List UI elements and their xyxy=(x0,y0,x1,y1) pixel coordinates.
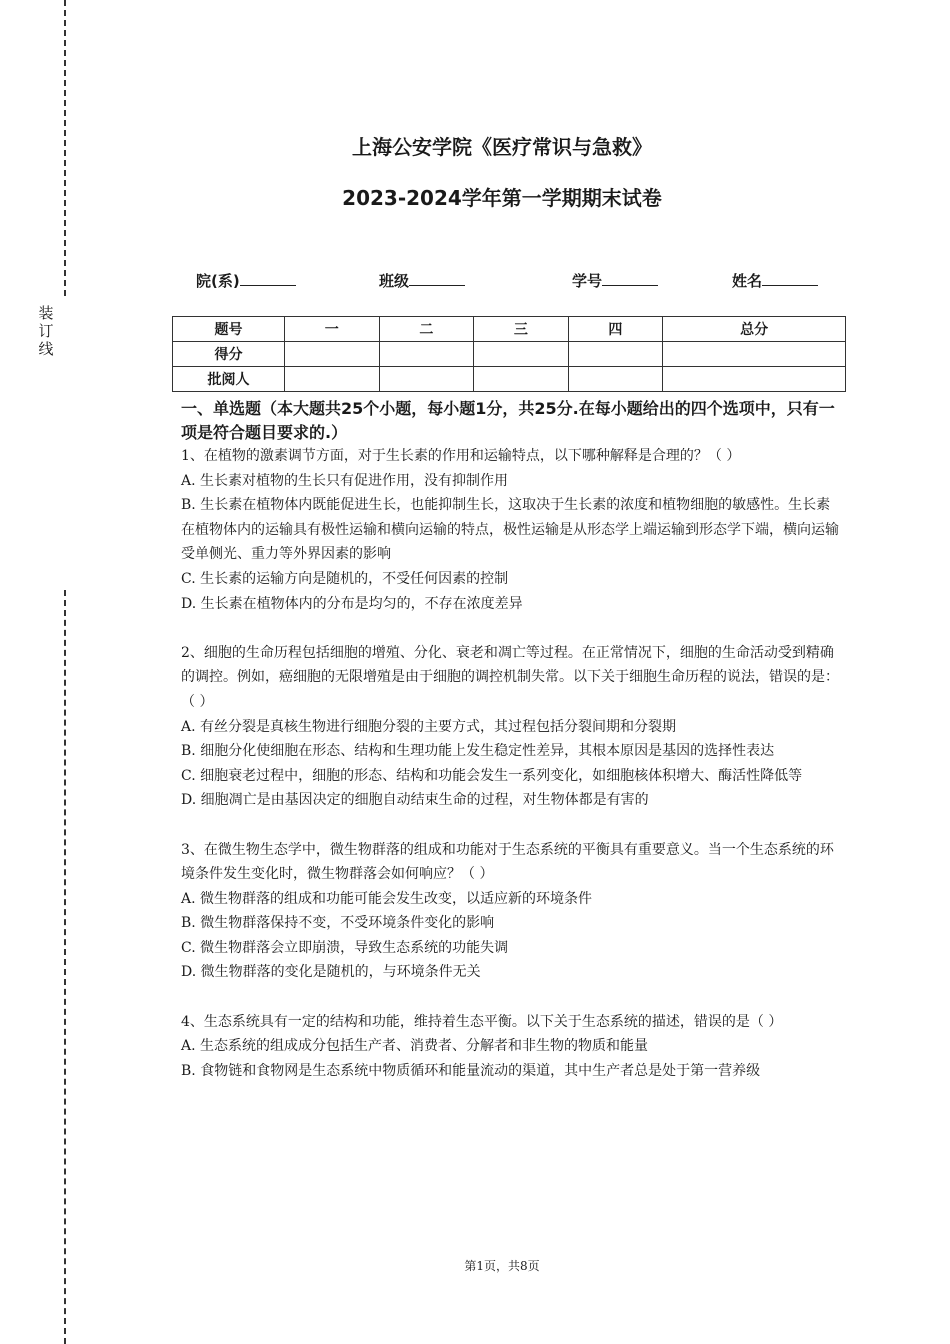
score-row-label: 得分 xyxy=(173,342,285,367)
reviewer-row-label: 批阅人 xyxy=(173,367,285,392)
student-id-field[interactable] xyxy=(572,270,658,291)
score-table-header: 总分 xyxy=(663,317,846,342)
option-c[interactable]: C. 细胞衰老过程中，细胞的形态、结构和功能会发生一系列变化，如细胞核体积增大、酶活性降低等 xyxy=(181,767,803,784)
binding-label-char: 线 xyxy=(38,340,54,358)
option-a[interactable]: A. 微生物群落的组成和功能可能会发生改变，以适应新的环境条件 xyxy=(181,890,593,907)
dept-field[interactable] xyxy=(196,270,296,291)
binding-dashed-line-bottom xyxy=(64,590,66,1344)
option-a[interactable]: A. 生态系统的组成成分包括生产者、消费者、分解者和非生物的物质和能量 xyxy=(181,1038,649,1055)
dept-label: 院(系) xyxy=(196,272,240,290)
score-cell[interactable] xyxy=(285,342,380,367)
class-label: 班级 xyxy=(379,272,410,290)
score-table-header-row xyxy=(173,317,846,342)
option-b[interactable]: B. 微生物群落保持不变，不受环境条件变化的影响 xyxy=(181,915,495,932)
score-row xyxy=(173,342,846,367)
dept-blank[interactable] xyxy=(240,271,296,286)
reviewer-cell[interactable] xyxy=(663,367,846,392)
score-table xyxy=(172,316,846,392)
score-cell[interactable] xyxy=(474,342,569,367)
option-c[interactable]: C. 微生物群落会立即崩溃，导致生态系统的功能失调 xyxy=(181,939,509,956)
score-cell[interactable] xyxy=(663,342,846,367)
score-table-header: 二 xyxy=(379,317,474,342)
question-1 xyxy=(181,444,841,616)
reviewer-row xyxy=(173,367,846,392)
score-table-header: 四 xyxy=(568,317,663,342)
question-stem: 1、在植物的激素调节方面，对于生长素的作用和运输特点，以下哪种解释是合理的？（ ） xyxy=(181,448,741,464)
binding-label-char: 装 xyxy=(38,304,54,322)
option-d[interactable]: D. 微生物群落的变化是随机的，与环境条件无关 xyxy=(181,964,481,981)
option-b[interactable]: B. 食物链和食物网是生态系统中物质循环和能量流动的渠道，其中生产者总是处于第一营养级 xyxy=(181,1062,761,1079)
option-d[interactable]: D. 生长素在植物体内的分布是均匀的，不存在浓度差异 xyxy=(181,595,523,612)
reviewer-cell[interactable] xyxy=(568,367,663,392)
option-b[interactable]: B. 细胞分化使细胞在形态、结构和生理功能上发生稳定性差异，其根本原因是基因的选择性表达 xyxy=(181,743,775,760)
exam-title-line1: 上海公安学院《医疗常识与急救》 xyxy=(352,135,652,159)
option-d[interactable]: D. 细胞凋亡是由基因决定的细胞自动结束生命的过程，对生物体都是有害的 xyxy=(181,792,649,809)
binding-label xyxy=(36,304,56,358)
score-cell[interactable] xyxy=(568,342,663,367)
name-label: 姓名 xyxy=(732,272,763,290)
option-a[interactable]: A. 有丝分裂是真核生物进行细胞分裂的主要方式，其过程包括分裂间期和分裂期 xyxy=(181,718,677,735)
section1-heading: 一、单选题（本大题共25个小题，每小题1分，共25分.在每小题给出的四个选项中，只有一项是符合题目要求的.） xyxy=(181,399,835,442)
score-table-header: 三 xyxy=(474,317,569,342)
question-stem: 3、在微生物生态学中，微生物群落的组成和功能对于生态系统的平衡具有重要意义。当一个生态系统的环境条件发生变化时，微生物群落会如何响应？（ ） xyxy=(181,841,834,883)
class-field[interactable] xyxy=(379,270,465,291)
question-2 xyxy=(181,641,841,813)
name-field[interactable] xyxy=(732,270,818,291)
binding-label-char: 订 xyxy=(38,322,54,340)
question-list xyxy=(181,444,841,1083)
option-a[interactable]: A. 生长素对植物的生长只有促进作用，没有抑制作用 xyxy=(181,472,509,489)
score-table-header: 题号 xyxy=(173,317,285,342)
score-cell[interactable] xyxy=(379,342,474,367)
option-c[interactable]: C. 生长素的运输方向是随机的，不受任何因素的控制 xyxy=(181,570,509,587)
question-stem: 4、生态系统具有一定的结构和功能，维持着生态平衡。以下关于生态系统的描述，错误的是（ ） xyxy=(181,1013,783,1030)
question-3 xyxy=(181,838,841,986)
student-id-blank[interactable] xyxy=(602,271,658,286)
student-id-label: 学号 xyxy=(572,272,603,290)
page-footer: 第1页，共8页 xyxy=(464,1259,540,1273)
name-blank[interactable] xyxy=(762,271,818,286)
question-4 xyxy=(181,1010,841,1084)
exam-title-line2: 2023-2024学年第一学期期末试卷 xyxy=(342,186,662,210)
score-table-header: 一 xyxy=(285,317,380,342)
option-b[interactable]: B. 生长素在植物体内既能促进生长，也能抑制生长，这取决于生长素的浓度和植物细胞的敏感性。生长素在植物体内的运输具有极性运输和横向运输的特点，极性运输是从形态学上端运输到形态学下端，横向运输受单侧光、重力等外界因素的影响 xyxy=(181,497,839,563)
reviewer-cell[interactable] xyxy=(285,367,380,392)
class-blank[interactable] xyxy=(409,271,465,286)
question-stem: 2、细胞的生命历程包括细胞的增殖、分化、衰老和凋亡等过程。在正常情况下，细胞的生命活动受到精确的调控。例如，癌细胞的无限增殖是由于细胞的调控机制失常。以下关于细胞生命历程的说法，错误的是：（ ） xyxy=(181,644,839,710)
reviewer-cell[interactable] xyxy=(379,367,474,392)
reviewer-cell[interactable] xyxy=(474,367,569,392)
